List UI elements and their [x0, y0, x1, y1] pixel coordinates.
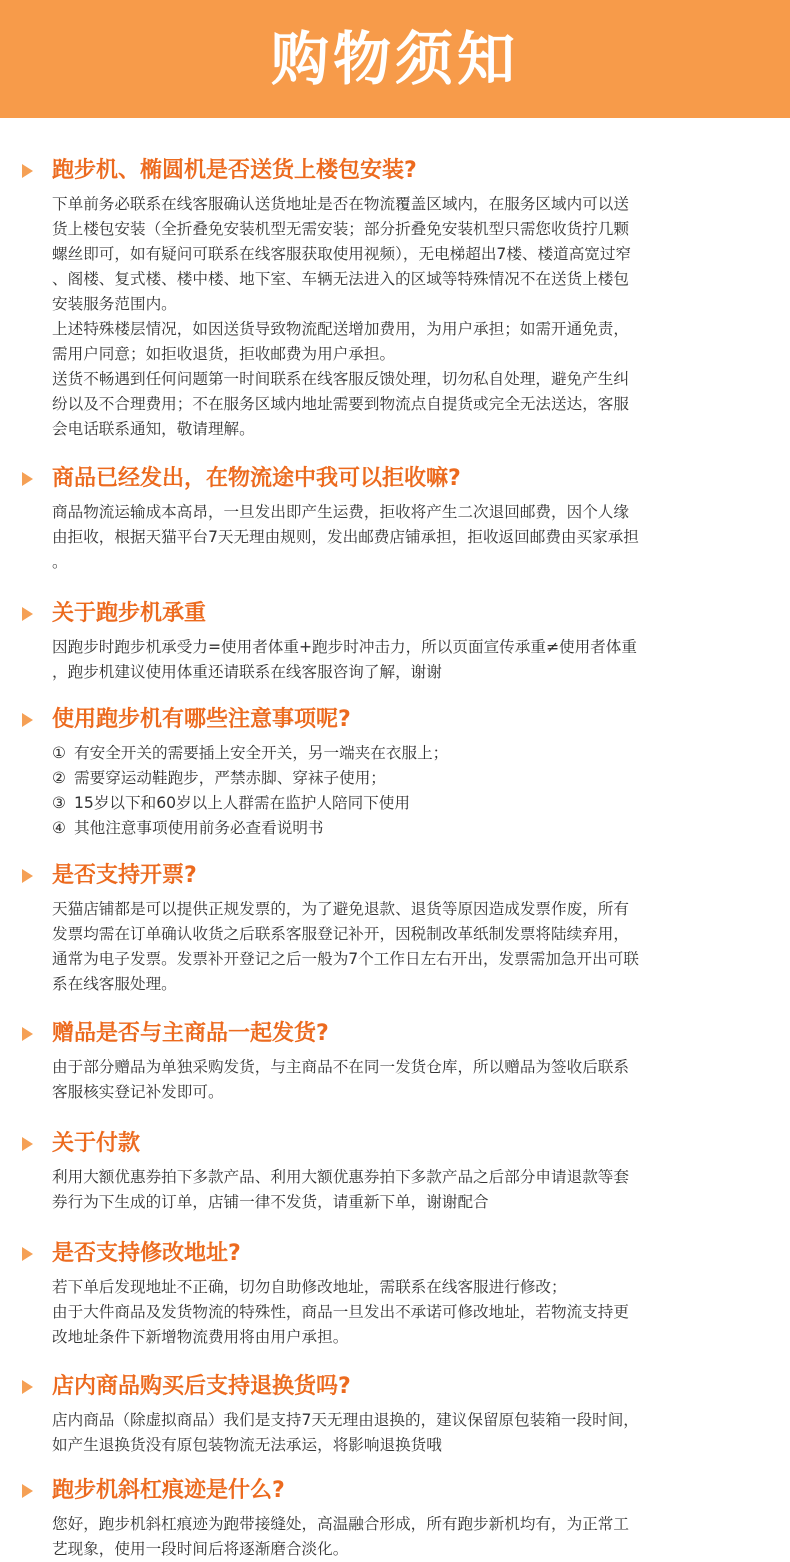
section-header	[52, 1019, 754, 1049]
list-item	[52, 766, 754, 791]
section-header	[52, 156, 754, 186]
triangle-bullet-icon	[22, 607, 33, 621]
section-body: 天猫店铺都是可以提供正规发票的，为了避免退款、退货等原因造成发票作废，所有 发票均需在订单确认收货之后联系客服登记补开，因税制改革纸制发票将陆续弃用， 通常为电子发票。发票补开登记之后一般为7个工作日左右开出，发票需加急开出可联 系在线客服处理。	[52, 900, 639, 993]
triangle-bullet-icon	[22, 1247, 33, 1261]
section-header	[52, 1476, 754, 1506]
section-heading: 赠品是否与主商品一起发货?	[52, 1021, 329, 1046]
section-heading: 商品已经发出，在物流途中我可以拒收嘛?	[52, 466, 461, 491]
faq-section-gifts	[0, 1019, 790, 1105]
section-heading: 店内商品购买后支持退换货吗?	[52, 1374, 351, 1399]
section-body: 下单前务必联系在线客服确认送货地址是否在物流覆盖区域内，在服务区域内可以送 货上楼包安装（全折叠免安装机型无需安装；部分折叠免安装机型只需您收货拧几颗 螺丝即可，如有疑问可联系在线客服获取使用视频），无电梯超出7楼、楼道高宽过窄 、阁楼、复式楼、楼中楼、地下室、车辆无法进入的区域等特殊情况不在送货上楼包 安装服务范围内。 上述特殊楼层情况，如因送货导致物流配送增加费用，为用户承担；如需开通免责， 需用户同意；如拒收退货，拒收邮费为用户承担。 送货不畅遇到任何问题第一时间联系在线客服反馈处理，切勿私自处理，避免产生纠 纷以及不合理费用；不在服务区域内地址需要到物流点自提货或完全无法送达，客服 会电话联系通知，敬请理解。	[52, 195, 632, 438]
section-heading: 关于跑步机承重	[52, 601, 207, 626]
list-item	[52, 741, 754, 766]
section-header	[52, 599, 754, 629]
list-item	[52, 816, 754, 841]
section-heading: 是否支持开票?	[52, 863, 197, 888]
section-header	[52, 861, 754, 891]
section-heading: 跑步机斜杠痕迹是什么?	[52, 1478, 285, 1503]
faq-section-returns	[0, 1372, 790, 1458]
triangle-bullet-icon	[22, 1380, 33, 1394]
faq-section-load-capacity	[0, 599, 790, 685]
section-header	[52, 1372, 754, 1402]
triangle-bullet-icon	[22, 164, 33, 178]
section-body: 利用大额优惠券拍下多款产品、利用大额优惠券拍下多款产品之后部分申请退款等套 券行为下生成的订单，店铺一律不发货，请重新下单，谢谢配合	[52, 1168, 629, 1211]
section-heading: 关于付款	[52, 1131, 141, 1156]
list-text: 15岁以下和60岁以上人群需在监护人陪同下使用	[74, 794, 410, 812]
list-text: 有安全开关的需要插上安全开关，另一端夹在衣服上；	[74, 744, 449, 762]
faq-content	[0, 118, 790, 1562]
triangle-bullet-icon	[22, 713, 33, 727]
triangle-bullet-icon	[22, 1137, 33, 1151]
triangle-bullet-icon	[22, 1027, 33, 1041]
section-body: 店内商品（除虚拟商品）我们是支持7天无理由退换的，建议保留原包装箱一段时间， 如产生退换货没有原包装物流无法承运，将影响退换货哦	[52, 1411, 639, 1454]
faq-section-payment	[0, 1129, 790, 1215]
list-number: ③	[52, 794, 66, 812]
faq-section-rejection	[0, 464, 790, 575]
section-body: 因跑步时跑步机承受力=使用者体重+跑步时冲击力，所以页面宣传承重≠使用者体重 ，跑步机建议使用体重还请联系在线客服咨询了解，谢谢	[52, 638, 637, 681]
section-heading: 是否支持修改地址?	[52, 1241, 241, 1266]
faq-section-delivery	[0, 156, 790, 442]
page-title: 购物须知	[270, 25, 519, 93]
section-body: 商品物流运输成本高昂，一旦发出即产生运费，拒收将产生二次退回邮费，因个人缘 由拒收，根据天猫平台7天无理由规则，发出邮费店铺承担，拒收返回邮费由买家承担 。	[52, 503, 639, 571]
section-body: 若下单后发现地址不正确，切勿自助修改地址，需联系在线客服进行修改； 由于大件商品及发货物流的特殊性，商品一旦发出不承诺可修改地址，若物流支持更 改地址条件下新增物流费用将由用户承担。	[52, 1278, 629, 1346]
list-number: ④	[52, 819, 66, 837]
section-heading: 使用跑步机有哪些注意事项呢?	[52, 707, 351, 732]
list-text: 需要穿运动鞋跑步，严禁赤脚、穿袜子使用；	[74, 769, 386, 787]
list-text: 其他注意事项使用前务必查看说明书	[74, 819, 324, 837]
triangle-bullet-icon	[22, 472, 33, 486]
triangle-bullet-icon	[22, 1484, 33, 1498]
faq-section-address-change	[0, 1239, 790, 1350]
section-body: 您好，跑步机斜杠痕迹为跑带接缝处，高温融合形成，所有跑步新机均有，为正常工 艺现象，使用一段时间后将逐渐磨合淡化。	[52, 1515, 629, 1558]
section-header	[52, 705, 754, 735]
list-number: ①	[52, 744, 66, 762]
list-number: ②	[52, 769, 66, 787]
section-heading: 跑步机、椭圆机是否送货上楼包安装?	[52, 158, 417, 183]
section-body: 由于部分赠品为单独采购发货，与主商品不在同一发货仓库，所以赠品为签收后联系 客服核实登记补发即可。	[52, 1058, 629, 1101]
faq-section-precautions	[0, 705, 790, 841]
section-header	[52, 1239, 754, 1269]
list-item	[52, 791, 754, 816]
section-header	[52, 1129, 754, 1159]
section-header	[52, 464, 754, 494]
triangle-bullet-icon	[22, 869, 33, 883]
header-banner	[0, 0, 790, 118]
faq-section-invoice	[0, 861, 790, 997]
faq-section-belt-marks	[0, 1476, 790, 1562]
